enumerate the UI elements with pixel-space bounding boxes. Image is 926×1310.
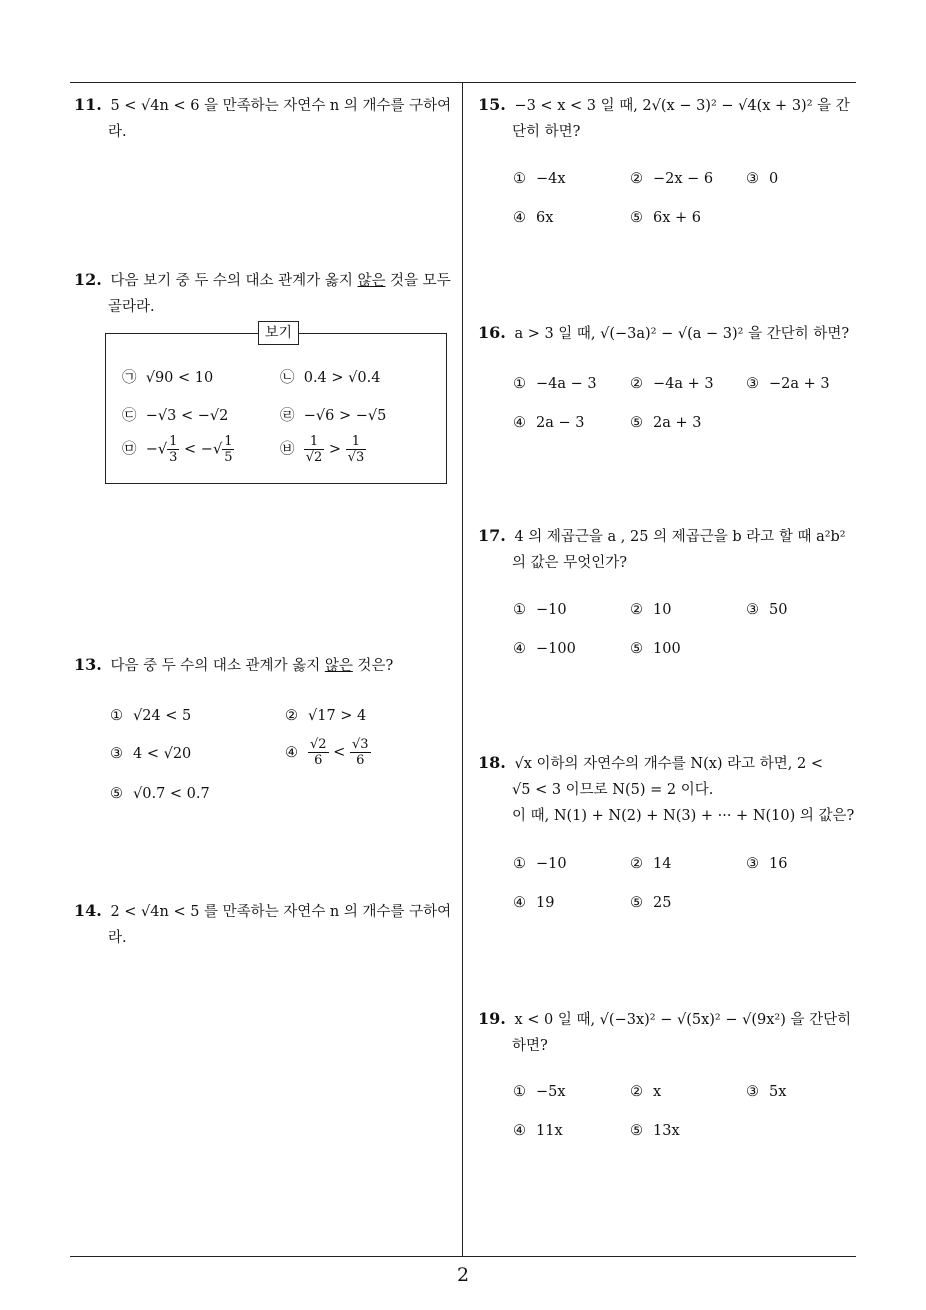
question-number: 16. bbox=[478, 323, 506, 342]
question-text-cont: √5 < 3 이므로 N(5) = 2 이다. bbox=[512, 782, 714, 798]
question-text: 5 < √4n < 6 을 만족하는 자연수 n 의 개수를 구하여 bbox=[110, 98, 452, 114]
item-mark: ㉣ bbox=[280, 408, 295, 424]
fraction: $\frac{√3}{6}$ bbox=[351, 737, 369, 768]
question-text: 2 < √4n < 5 를 만족하는 자연수 n 의 개수를 구하여 bbox=[110, 904, 452, 920]
question-text-cont: 의 값은 무엇인가? bbox=[512, 555, 628, 571]
choice[interactable]: ⑤ 6x + 6 bbox=[630, 210, 701, 226]
fraction: $\frac{1}{3}$ bbox=[169, 434, 178, 465]
choice[interactable]: ② √17 > 4 bbox=[285, 708, 367, 724]
choice[interactable]: ① −5x bbox=[513, 1084, 566, 1100]
question-number: 12. bbox=[74, 270, 102, 289]
choice[interactable]: ② −2x − 6 bbox=[630, 171, 714, 187]
page-number: 2 bbox=[456, 1264, 470, 1286]
question-text-cont: 골라라. bbox=[108, 299, 155, 315]
choice[interactable]: ⑤ 2a + 3 bbox=[630, 415, 702, 431]
question-text: √x 이하의 자연수의 개수를 N(x) 라고 하면, 2 < bbox=[514, 756, 824, 772]
item-text: − bbox=[145, 441, 158, 458]
choice[interactable]: ④ 11x bbox=[513, 1123, 563, 1139]
choice[interactable]: ⑤ 13x bbox=[630, 1123, 680, 1139]
choice[interactable]: ① −4a − 3 bbox=[513, 376, 597, 392]
column-divider bbox=[462, 83, 463, 1256]
choice[interactable]: ① −10 bbox=[513, 856, 567, 872]
question-text-cont: 하면? bbox=[512, 1038, 548, 1054]
question-14 bbox=[74, 898, 459, 951]
item-mark: ㉥ bbox=[280, 441, 295, 458]
question-text-cont: 이 때, N(1) + N(2) + N(3) + ··· + N(10) 의 값은? bbox=[512, 808, 855, 824]
question-number: 17. bbox=[478, 526, 506, 545]
choice[interactable]: ② 14 bbox=[630, 856, 672, 872]
choice[interactable]: ③ 16 bbox=[746, 856, 788, 872]
item-text: −√3 < −√2 bbox=[145, 408, 229, 424]
choice[interactable]: ③ −2a + 3 bbox=[746, 376, 830, 392]
item-text: −√6 > −√5 bbox=[303, 408, 387, 424]
bottom-rule bbox=[70, 1256, 856, 1257]
question-12 bbox=[74, 267, 459, 320]
item-text: < − bbox=[179, 441, 213, 458]
choice[interactable]: ③ 50 bbox=[746, 602, 788, 618]
question-number: 14. bbox=[74, 901, 102, 920]
question-text: 다음 중 두 수의 대소 관계가 옳지 bbox=[110, 658, 325, 674]
fraction: $\frac{1}{√2}$ bbox=[305, 434, 323, 465]
fraction: $\frac{1}{5}$ bbox=[224, 434, 233, 465]
choice[interactable]: ③ 4 < √20 bbox=[110, 746, 192, 762]
item-mark: ㉡ bbox=[280, 370, 295, 386]
top-rule bbox=[70, 82, 856, 83]
item-text: > bbox=[324, 441, 346, 458]
fraction: $\frac{1}{√3}$ bbox=[347, 434, 365, 465]
question-13 bbox=[74, 652, 459, 679]
example-item bbox=[280, 404, 386, 425]
emphasis-underline: 않은 bbox=[324, 658, 353, 674]
choice[interactable]: ⑤ √0.7 < 0.7 bbox=[110, 786, 210, 802]
question-19 bbox=[478, 1006, 858, 1059]
question-number: 13. bbox=[74, 655, 102, 674]
choice[interactable]: ③ 0 bbox=[746, 171, 779, 187]
item-mark: ㉢ bbox=[122, 408, 137, 424]
question-18 bbox=[478, 750, 858, 829]
question-16 bbox=[478, 320, 858, 347]
choice[interactable]: ④ 6x bbox=[513, 210, 554, 226]
question-number: 18. bbox=[478, 753, 506, 772]
question-17 bbox=[478, 523, 858, 576]
example-item bbox=[122, 404, 228, 425]
choice[interactable]: ④ 19 bbox=[513, 895, 555, 911]
choice[interactable]: ③ 5x bbox=[746, 1084, 787, 1100]
question-text: −3 < x < 3 일 때, 2√(x − 3)² − √4(x + 3)² 을 간 bbox=[514, 98, 850, 114]
question-text-cont: 라. bbox=[108, 930, 127, 946]
choice[interactable]: ④ −100 bbox=[513, 641, 576, 657]
question-number: 15. bbox=[478, 95, 506, 114]
example-box-title: 보기 bbox=[258, 321, 299, 345]
question-text: a > 3 일 때, √(−3a)² − √(a − 3)² 을 간단히 하면? bbox=[514, 326, 850, 342]
choice[interactable]: ② −4a + 3 bbox=[630, 376, 714, 392]
example-item bbox=[280, 366, 380, 387]
question-15 bbox=[478, 92, 858, 145]
example-item bbox=[280, 434, 366, 465]
choice[interactable]: ④ $\frac{√2}{6}$ < $\frac{√3}{6}$ bbox=[285, 737, 369, 768]
choice[interactable]: ① −4x bbox=[513, 171, 566, 187]
item-mark: ㉤ bbox=[122, 441, 137, 458]
question-text: 것은? bbox=[352, 658, 394, 674]
choice[interactable]: ① −10 bbox=[513, 602, 567, 618]
question-text: 다음 보기 중 두 수의 대소 관계가 옳지 bbox=[110, 273, 358, 289]
emphasis-underline: 않은 bbox=[357, 273, 386, 289]
question-number: 11. bbox=[74, 95, 102, 114]
choice[interactable]: ② x bbox=[630, 1084, 662, 1100]
question-text: 4 의 제곱근을 a , 25 의 제곱근을 b 라고 할 때 a²b² bbox=[514, 529, 846, 545]
choice[interactable]: ⑤ 25 bbox=[630, 895, 672, 911]
example-item bbox=[122, 366, 213, 387]
item-text: √90 < 10 bbox=[145, 370, 214, 386]
item-text: 0.4 > √0.4 bbox=[303, 370, 381, 386]
choice[interactable]: ④ 2a − 3 bbox=[513, 415, 585, 431]
fraction: $\frac{√2}{6}$ bbox=[310, 737, 327, 768]
choice[interactable]: ① √24 < 5 bbox=[110, 708, 192, 724]
question-number: 19. bbox=[478, 1009, 506, 1028]
question-11 bbox=[74, 92, 459, 145]
question-text-cont: 라. bbox=[108, 124, 127, 140]
item-mark: ㉠ bbox=[122, 370, 137, 386]
choice[interactable]: ② 10 bbox=[630, 602, 672, 618]
question-text: 것을 모두 bbox=[385, 273, 451, 289]
example-item: ㉤ −√ $\frac{1}{3}$ < −√ $\frac{1}{5}$ bbox=[122, 434, 233, 465]
question-text-cont: 단히 하면? bbox=[512, 124, 581, 140]
question-text: x < 0 일 때, √(−3x)² − √(5x)² − √(9x²) 을 간단히 bbox=[514, 1012, 852, 1028]
choice[interactable]: ⑤ 100 bbox=[630, 641, 681, 657]
